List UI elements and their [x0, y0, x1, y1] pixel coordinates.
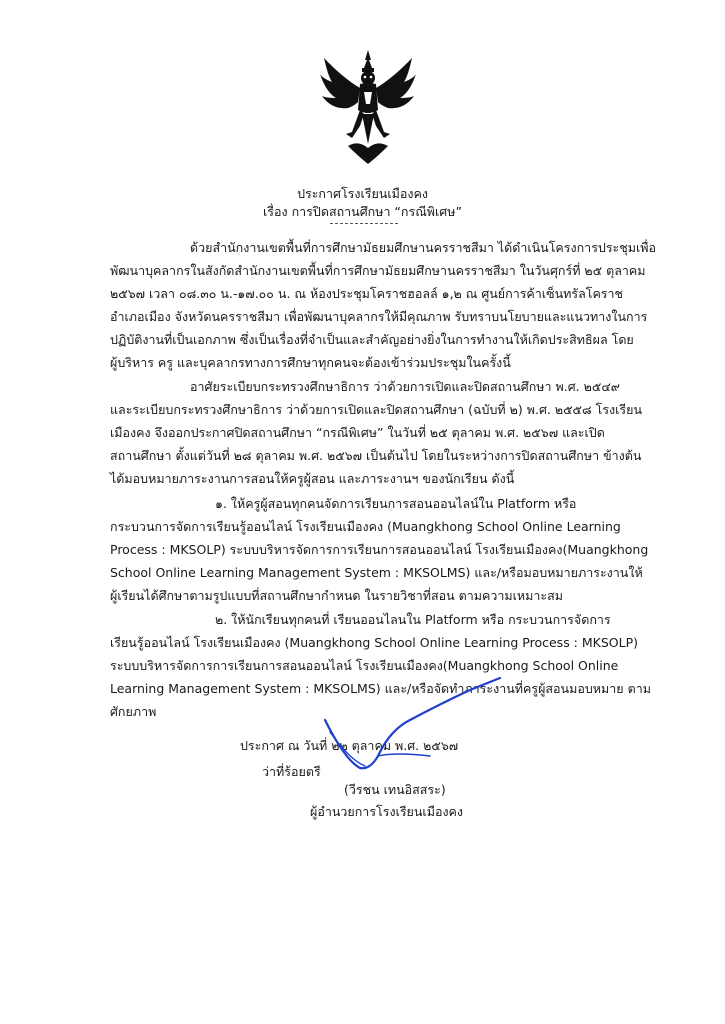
item1-line: กระบวนการจัดการเรียนรู้ออนไลน์ โรงเรียนเมืองคง (Muangkhong School Online Learning: [110, 519, 621, 534]
item1-line: ๑. ให้ครูผู้สอนทุกคนจัดการเรียนการสอนออนไลน์ใน Platform หรือ: [215, 496, 577, 511]
item2-line: เรียนรู้ออนไลน์ โรงเรียนเมืองคง (Muangkhong School Online Learning Process : MKSOLP): [110, 635, 638, 650]
title-divider: [330, 223, 398, 224]
item1-line: School Online Learning Management System : MKSOLMS) และ/หรือมอบหมายภาระงานให้: [110, 565, 643, 580]
paragraph1-line: อำเภอเมือง จังหวัดนครราชสีมา เพื่อพัฒนาบุคลากรให้มีคุณภาพ รับทราบนโยบายและแนวทางในการ: [110, 309, 648, 324]
signature-mark: [300, 660, 510, 780]
paragraph1-line: ปฏิบัติงานที่เป็นเอกภาพ ซึ่งเป็นเรื่องที่จำเป็นและสำคัญอย่างยิ่งในการทำงานให้เกิดประสิทธิผล โดย: [110, 332, 634, 347]
item2-line: Learning Management System : MKSOLMS) และ/หรือจัดทำภาระงานที่ครูผู้สอนมอบหมาย ตาม: [110, 681, 651, 696]
item1-line: Process : MKSOLP) ระบบบริหารจัดการการเรียนการสอนออนไลน์ โรงเรียนเมืองคง(Muangkhong: [110, 542, 649, 557]
announcement-title: ประกาศโรงเรียนเมืองคง: [297, 186, 428, 201]
paragraph2-line: อาศัยระเบียบกระทรวงศึกษาธิการ ว่าด้วยการเปิดและปิดสถานศึกษา พ.ศ. ๒๕๔๙: [190, 379, 620, 394]
paragraph2-line: สถานศึกษา ตั้งแต่วันที่ ๒๘ ตุลาคม พ.ศ. ๒๕๖๗ เป็นต้นไป โดยในระหว่างการปิดสถานศึกษา ข้างต้น: [110, 448, 642, 463]
paragraph2-line: ได้มอบหมายภาระงานการสอนให้ครูผู้สอน และภาระงานฯ ของนักเรียน ดังนี้: [110, 471, 515, 486]
item2-line: ๒. ให้นักเรียนทุกคนที่ เรียนออนไลนใน Platform หรือ กระบวนการจัดการ: [215, 612, 611, 627]
paragraph1-line: ผู้บริหาร ครู และบุคลากรทางการศึกษาทุกคนจะต้องเข้าร่วมประชุมในครั้งนี้: [110, 355, 511, 370]
paragraph2-line: และระเบียบกระทรวงศึกษาธิการ ว่าด้วยการเปิดและปิดสถานศึกษา (ฉบับที่ ๒) พ.ศ. ๒๕๕๘ โรงเรียน: [110, 402, 642, 417]
paragraph1-line: พัฒนาบุคลากรในสังกัดสำนักงานเขตพื้นที่การศึกษามัธยมศึกษานครราชสีมา ในวันศุกร์ที่ ๒๕ ตุลาคม: [110, 263, 646, 278]
garuda-emblem-icon: [318, 48, 418, 166]
item1-line: ผู้เรียนได้ศึกษาตามรูปแบบที่สถานศึกษากำหนด ในรายวิชาที่สอน ตามความเหมาะสม: [110, 588, 564, 603]
announcement-subject: เรื่อง การปิดสถานศึกษา “กรณีพิเศษ”: [263, 204, 462, 219]
item2-line: ระบบบริหารจัดการการเรียนการสอนออนไลน์ โรงเรียนเมืองคง(Muangkhong School Online: [110, 658, 619, 673]
paragraph1-line: ด้วยสำนักงานเขตพื้นที่การศึกษามัธยมศึกษานครราชสีมา ได้ดำเนินโครงการประชุมเพื่อ: [190, 240, 657, 255]
signer-title: ผู้อำนวยการโรงเรียนเมืองคง: [310, 804, 464, 819]
paragraph2-line: เมืองคง จึงออกประกาศปิดสถานศึกษา “กรณีพิเศษ” ในวันที่ ๒๕ ตุลาคม พ.ศ. ๒๕๖๗ และเปิด: [110, 425, 605, 440]
item2-line: ศักยภาพ: [110, 704, 157, 719]
paragraph1-line: ๒๕๖๗ เวลา ๐๘.๓๐ น.-๑๗.๐๐ น. ณ ห้องประชุมโคราชฮอลล์ ๑,๒ ณ ศูนย์การค้าเซ็นทรัลโคราช: [110, 286, 624, 301]
announcement-date: ประกาศ ณ วันที่ ๒๒ ตุลาคม พ.ศ. ๒๕๖๗: [240, 738, 459, 753]
signer-rank: ว่าที่ร้อยตรี: [262, 764, 321, 779]
signer-name: (วีรชน เทนอิสสระ): [344, 782, 446, 797]
